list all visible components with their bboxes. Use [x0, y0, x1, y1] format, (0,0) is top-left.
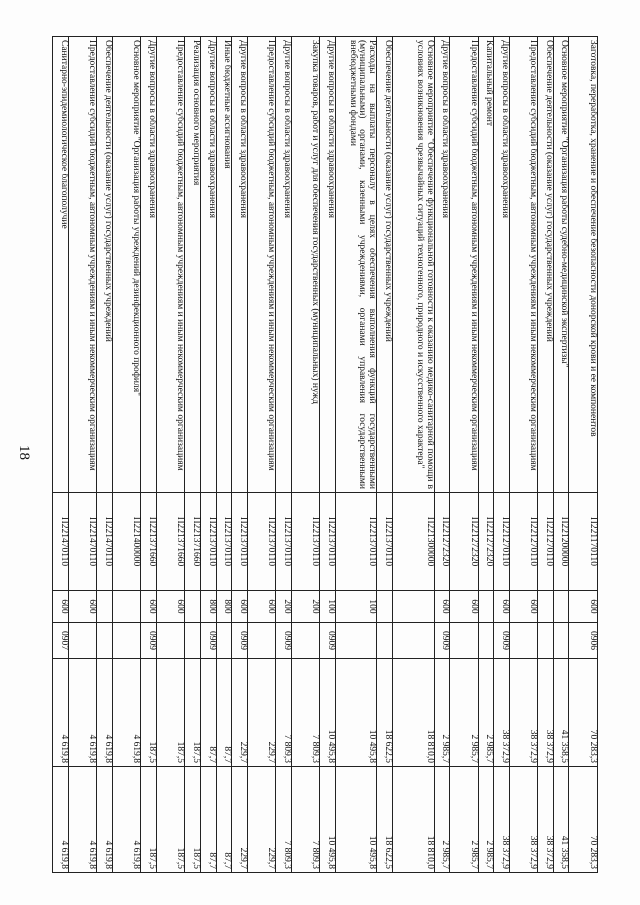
amount-2-cell: 10 495,8 — [335, 767, 377, 873]
target-code-cell: П221370110 — [291, 493, 320, 591]
section-cell — [68, 623, 97, 659]
section-cell: 0909 — [141, 623, 157, 659]
expense-type-cell: 600 — [569, 591, 598, 623]
amount-2-cell: 187,5 — [185, 767, 201, 873]
target-code-cell: П221470110 — [97, 493, 113, 591]
amount-1-cell: 229,7 — [232, 659, 248, 767]
amount-1-cell: 38 372,9 — [538, 659, 554, 767]
amount-2-cell: 187,5 — [141, 767, 157, 873]
amount-1-cell: 38 372,9 — [509, 659, 538, 767]
table-row — [569, 37, 598, 873]
expense-type-cell: 600 — [232, 591, 248, 623]
table-row — [112, 37, 141, 873]
amount-1-cell: 4 619,8 — [68, 659, 97, 767]
section-cell — [156, 623, 185, 659]
row-name-cell: Капитальный ремонт — [478, 37, 494, 493]
table-row — [320, 37, 336, 873]
section-cell — [185, 623, 201, 659]
amount-2-cell: 4 619,8 — [68, 767, 97, 873]
table-row — [434, 37, 450, 873]
target-code-cell: П221370110 — [216, 493, 232, 591]
section-cell — [538, 623, 554, 659]
target-code-cell: П221371660 — [141, 493, 157, 591]
amount-1-cell: 2 985,7 — [434, 659, 450, 767]
target-code-cell: П221272320 — [478, 493, 494, 591]
amount-2-cell: 87,7 — [216, 767, 232, 873]
expense-type-cell: 100 — [335, 591, 377, 623]
amount-2-cell: 187,5 — [156, 767, 185, 873]
row-name-cell: Обеспечение деятельности (оказание услуг) государственных учреждений — [538, 37, 554, 493]
section-cell: 0909 — [434, 623, 450, 659]
amount-2-cell: 70 283,3 — [569, 767, 598, 873]
expense-type-cell: 600 — [450, 591, 479, 623]
target-code-cell: П221371660 — [156, 493, 185, 591]
row-name-cell: Другие вопросы в области здравоохранения — [232, 37, 248, 493]
target-code-cell: П221270110 — [509, 493, 538, 591]
amount-2-cell: 18 622,5 — [377, 767, 393, 873]
section-cell — [450, 623, 479, 659]
amount-1-cell: 7 809,3 — [291, 659, 320, 767]
row-name-cell: Санитарно-эпидемиологическое благополучие — [53, 37, 69, 493]
section-cell — [509, 623, 538, 659]
amount-2-cell: 4 619,8 — [112, 767, 141, 873]
target-code-cell: П221370110 — [247, 493, 276, 591]
section-cell — [247, 623, 276, 659]
expense-type-cell — [97, 591, 113, 623]
target-code-cell: П221272320 — [434, 493, 450, 591]
row-name-cell: Обеспечение деятельности (оказание услуг) государственных учреждений — [377, 37, 393, 493]
table-row — [216, 37, 232, 873]
section-cell: 0907 — [53, 623, 69, 659]
amount-2-cell: 2 985,7 — [450, 767, 479, 873]
target-code-cell: П221370110 — [232, 493, 248, 591]
section-cell — [553, 623, 569, 659]
table-row — [185, 37, 201, 873]
page-number: 18 — [16, 445, 32, 460]
section-cell — [97, 623, 113, 659]
amount-1-cell: 87,7 — [216, 659, 232, 767]
section-cell — [112, 623, 141, 659]
row-name-cell: Другие вопросы в области здравоохранения — [434, 37, 450, 493]
target-code-cell: П221370110 — [320, 493, 336, 591]
amount-1-cell: 87,7 — [201, 659, 217, 767]
row-name-cell: Предоставление субсидий бюджетным, автономным учреждениям и иным некоммерческим организациям — [450, 37, 479, 493]
row-name-cell: Расходы на выплаты персоналу в целях обеспечения выполнения функций государственными (муниципальными) органами, казенными учреждениями, органами управления государственными внебюджетными фондами — [335, 37, 377, 493]
target-code-cell: П221470110 — [53, 493, 69, 591]
table-row — [553, 37, 569, 873]
budget-table — [52, 36, 598, 873]
amount-2-cell: 38 372,9 — [538, 767, 554, 873]
amount-2-cell: 38 372,9 — [509, 767, 538, 873]
amount-2-cell: 4 619,8 — [97, 767, 113, 873]
table-row — [156, 37, 185, 873]
section-cell: 0909 — [201, 623, 217, 659]
table-row — [291, 37, 320, 873]
amount-1-cell: 187,5 — [185, 659, 201, 767]
row-name-cell: Другие вопросы в области здравоохранения — [494, 37, 510, 493]
section-cell: 0909 — [494, 623, 510, 659]
target-code-cell: П221400000 — [112, 493, 141, 591]
amount-1-cell: 18 622,5 — [377, 659, 393, 767]
amount-2-cell: 2 985,7 — [434, 767, 450, 873]
section-cell: 0906 — [569, 623, 598, 659]
row-name-cell: Предоставление субсидий бюджетным, автономным учреждениям и иным некоммерческим организациям — [247, 37, 276, 493]
expense-type-cell: 200 — [291, 591, 320, 623]
expense-type-cell — [478, 591, 494, 623]
amount-1-cell: 10 495,8 — [335, 659, 377, 767]
table-row — [450, 37, 479, 873]
table-row — [377, 37, 393, 873]
expense-type-cell: 600 — [494, 591, 510, 623]
section-cell — [377, 623, 393, 659]
table-row — [201, 37, 217, 873]
row-name-cell: Иные бюджетные ассигнования — [216, 37, 232, 493]
amount-1-cell: 2 985,7 — [478, 659, 494, 767]
amount-2-cell: 38 372,9 — [494, 767, 510, 873]
amount-2-cell: 41 358,5 — [553, 767, 569, 873]
row-name-cell: Предоставление субсидий бюджетным, автономным учреждениям и иным некоммерческим организациям — [156, 37, 185, 493]
table-row — [393, 37, 435, 873]
amount-1-cell: 187,5 — [141, 659, 157, 767]
expense-type-cell: 600 — [141, 591, 157, 623]
amount-2-cell: 7 809,3 — [276, 767, 292, 873]
expense-type-cell: 600 — [434, 591, 450, 623]
table-row — [538, 37, 554, 873]
amount-1-cell: 38 372,9 — [494, 659, 510, 767]
amount-1-cell: 187,5 — [156, 659, 185, 767]
section-cell — [216, 623, 232, 659]
row-name-cell: Закупка товаров, работ и услуг для обеспечения государственных (муниципальных) нужд — [291, 37, 320, 493]
amount-1-cell: 4 619,8 — [112, 659, 141, 767]
target-code-cell: П221470110 — [68, 493, 97, 591]
amount-1-cell: 229,7 — [247, 659, 276, 767]
row-name-cell: Предоставление субсидий бюджетным, автономным учреждениям и иным некоммерческим организациям — [68, 37, 97, 493]
expense-type-cell — [112, 591, 141, 623]
budget-table-body — [53, 37, 598, 873]
amount-1-cell: 18 810,0 — [393, 659, 435, 767]
section-cell — [335, 623, 377, 659]
expense-type-cell: 800 — [216, 591, 232, 623]
table-row — [509, 37, 538, 873]
section-cell — [291, 623, 320, 659]
target-code-cell: П221371660 — [185, 493, 201, 591]
section-cell — [478, 623, 494, 659]
amount-1-cell: 10 495,8 — [320, 659, 336, 767]
table-row — [335, 37, 377, 873]
expense-type-cell: 600 — [247, 591, 276, 623]
expense-type-cell — [393, 591, 435, 623]
target-code-cell: П221370110 — [201, 493, 217, 591]
target-code-cell: П221200000 — [553, 493, 569, 591]
target-code-cell: П221270110 — [494, 493, 510, 591]
table-row — [276, 37, 292, 873]
section-cell — [393, 623, 435, 659]
expense-type-cell: 800 — [201, 591, 217, 623]
row-name-cell: Другие вопросы в области здравоохранения — [201, 37, 217, 493]
row-name-cell: Предоставление субсидий бюджетным, автономным учреждениям и иным некоммерческим организациям — [509, 37, 538, 493]
amount-2-cell: 18 810,0 — [393, 767, 435, 873]
amount-2-cell: 87,7 — [201, 767, 217, 873]
table-row — [68, 37, 97, 873]
section-cell: 0909 — [232, 623, 248, 659]
table-row — [494, 37, 510, 873]
amount-2-cell: 229,7 — [247, 767, 276, 873]
amount-1-cell: 2 985,7 — [450, 659, 479, 767]
table-row — [478, 37, 494, 873]
target-code-cell: П221370110 — [335, 493, 377, 591]
amount-2-cell: 2 985,7 — [478, 767, 494, 873]
table-row — [53, 37, 69, 873]
row-name-cell: Основное мероприятие "Обеспечение функциональной готовности к оказанию медико-санитарной помощи в условиях возникновения чрезвычайных ситуаций техногенного, природного и искусственного характера" — [393, 37, 435, 493]
target-code-cell: П221370110 — [276, 493, 292, 591]
row-name-cell: Обеспечение деятельности (оказание услуг) государственных учреждений — [97, 37, 113, 493]
row-name-cell: Основное мероприятие "Организация работы судебно-медицинской экспертизы" — [553, 37, 569, 493]
expense-type-cell — [377, 591, 393, 623]
expense-type-cell: 600 — [68, 591, 97, 623]
row-name-cell: Реализация основного мероприятия — [185, 37, 201, 493]
expense-type-cell — [185, 591, 201, 623]
expense-type-cell — [538, 591, 554, 623]
target-code-cell: П221272320 — [450, 493, 479, 591]
row-name-cell: Основное мероприятие "Организация работы учреждений дезинфекционного профиля" — [112, 37, 141, 493]
amount-2-cell: 7 809,3 — [291, 767, 320, 873]
table-row — [232, 37, 248, 873]
row-name-cell: Другие вопросы в области здравоохранения — [320, 37, 336, 493]
amount-2-cell: 229,7 — [232, 767, 248, 873]
section-cell: 0909 — [320, 623, 336, 659]
table-row — [247, 37, 276, 873]
amount-1-cell: 4 619,8 — [53, 659, 69, 767]
row-name-cell: Другие вопросы в области здравоохранения — [276, 37, 292, 493]
target-code-cell: П221370110 — [377, 493, 393, 591]
amount-1-cell: 7 809,3 — [276, 659, 292, 767]
table-row — [97, 37, 113, 873]
section-cell: 0909 — [276, 623, 292, 659]
target-code-cell: П221270110 — [538, 493, 554, 591]
expense-type-cell: 200 — [276, 591, 292, 623]
amount-2-cell: 10 495,8 — [320, 767, 336, 873]
expense-type-cell — [553, 591, 569, 623]
table-row — [141, 37, 157, 873]
expense-type-cell: 600 — [156, 591, 185, 623]
rotated-table-wrapper — [52, 36, 598, 872]
expense-type-cell: 600 — [509, 591, 538, 623]
target-code-cell: П221300000 — [393, 493, 435, 591]
row-name-cell: Другие вопросы в области здравоохранения — [141, 37, 157, 493]
amount-2-cell: 4 619,8 — [53, 767, 69, 873]
target-code-cell: П221170110 — [569, 493, 598, 591]
amount-1-cell: 41 358,5 — [553, 659, 569, 767]
amount-1-cell: 4 619,8 — [97, 659, 113, 767]
row-name-cell: Заготовка, переработка, хранение и обеспечение безопасности донорской крови и ее компонентов — [569, 37, 598, 493]
amount-1-cell: 70 283,3 — [569, 659, 598, 767]
expense-type-cell: 100 — [320, 591, 336, 623]
expense-type-cell: 600 — [53, 591, 69, 623]
